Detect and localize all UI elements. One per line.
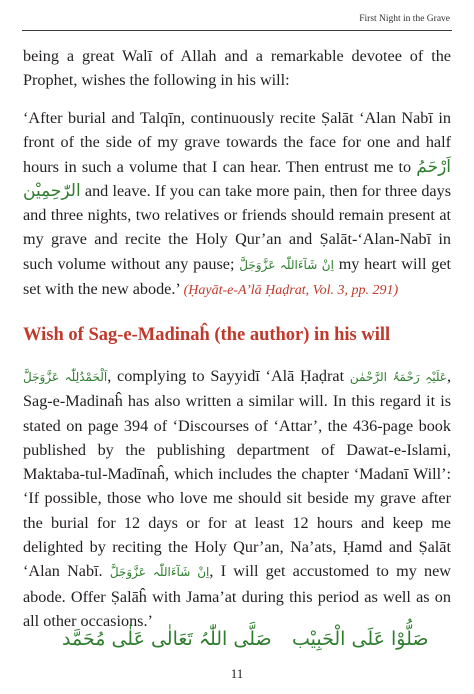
arabic-phrase: عَلَیْہِ رَحْمَۃُ الرَّحْمٰن — [349, 370, 447, 384]
arabic-phrase: اِنْ شَآءَاللّٰہ عَزَّوَجَلَّ — [109, 565, 210, 580]
paragraph-text: my heart will get set with the new abode.’ — [23, 254, 452, 299]
paragraph-text: , I will get accustomed to my new abode. Offer Ṣalāĥ with Jama’at during this period as well as on all other occasions.’ — [23, 562, 451, 630]
paragraph-text: ‘After burial and Talqīn, continuously recite Ṣalāt ‘Alan Nabī in front of the side of my grave towards the face for one and half hours in such a volume that I can hear. Then entrust me to — [23, 109, 451, 176]
paragraph-text: , complying to Sayyidī ‘Alā Ḥaḍrat — [107, 367, 345, 385]
paragraph-will-quote — [23, 106, 451, 303]
arabic-phrase: اِنْ شَآءَاللّٰہ عَزَّوَجَلَّ — [239, 257, 334, 272]
paragraph-will-intro — [23, 44, 451, 93]
section-heading: Wish of Sag-e-Madinaĥ (the author) in his will — [23, 325, 391, 345]
salutation-left: صَلَّی اللّٰہُ تَعَالٰی عَلٰی مُحَمَّد — [62, 628, 272, 650]
paragraph-text: and leave. If you can take more pain, then for three days and three nights, two relatives or friends should remain present at my grave and recite the Holy Qur’an and Ṣalāt-‘Alan-Nabī in such volume without any pause; — [23, 181, 452, 273]
paragraph-text: being a great Walī of Allah and a remarkable devotee of the Prophet, wishes the following in his will: — [23, 47, 451, 90]
page-number: 11 — [230, 666, 244, 681]
paragraph-text: , Sag-e-Madinaĥ has also written a similar will. In this regard it is stated on page 394 of ‘Discourses of ‘Attar’, the 436-page book published by the publishing department of Dawat-e-Islami, Maktaba-tul-Madīnaĥ, which includes the chapter ‘Madanī Will’: ‘If possible, those who love me should sit beside my grave after the burial for 12 days or for at least 12 hours and keep me delighted by reciting the Holy Qur’an, Na’ats, Ḥamd and Ṣalāt ‘Alan Nabī. — [23, 367, 451, 581]
salutation-right: صَلُّوْا عَلَی الْحَبِیْب — [292, 628, 429, 650]
paragraph-author-will — [23, 364, 451, 633]
header-rule — [22, 30, 452, 31]
arabic-phrase: اَلْحَمْدُلِلّٰہ عَزَّوَجَلَّ — [23, 370, 108, 384]
running-header: First Night in the Grave — [359, 14, 450, 24]
citation: (Ḥayāt-e-A’lā Ḥaḍrat, Vol. 3, pp. 291) — [183, 283, 399, 299]
arabic-phrase: اَرْحَمُ الرّٰحِمِیْن — [23, 156, 452, 201]
